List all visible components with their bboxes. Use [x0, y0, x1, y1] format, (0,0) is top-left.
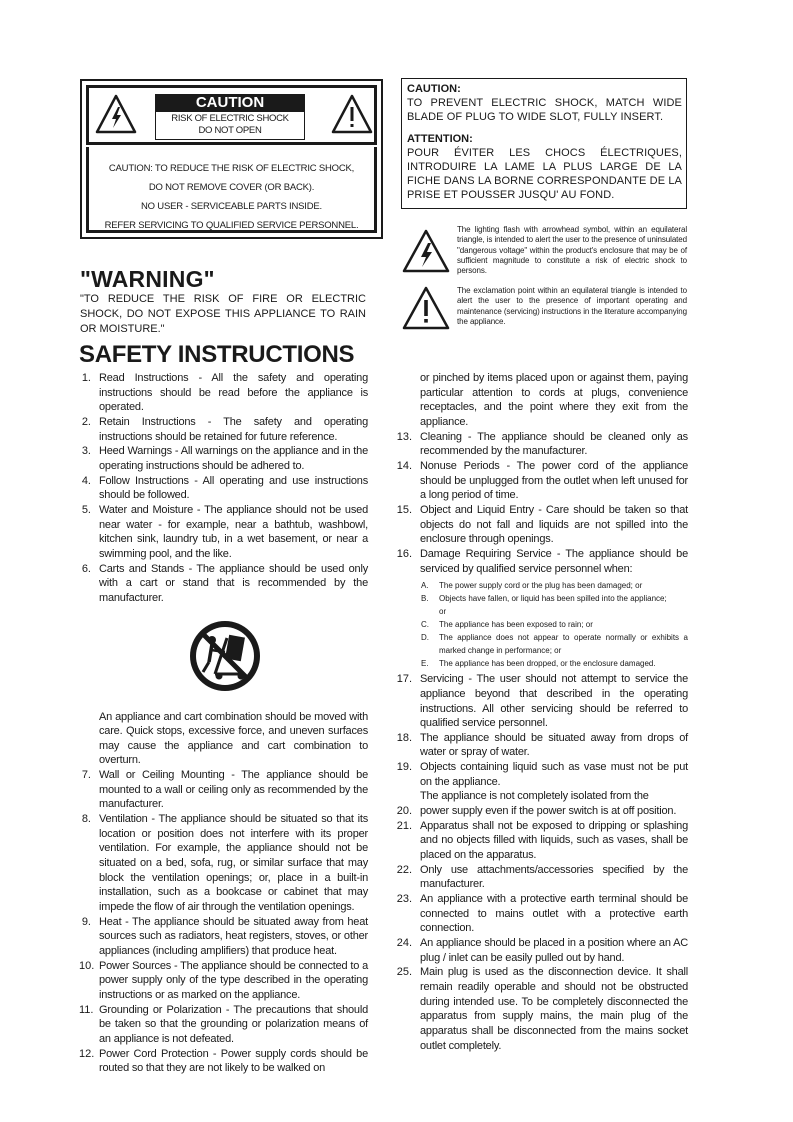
item-text: Heed Warnings - All warnings on the appliance and in the operating instructions should be adhered to. [99, 445, 368, 472]
sub-item-text: or [439, 607, 447, 617]
item-text: Objects containing liquid such as vase must not be put on the appliance. [420, 761, 688, 788]
right-column [388, 371, 688, 1053]
item-text: Ventilation - The appliance should be situated so that its location or position does not interfere with its proper ventilation. For example, the appliance should not be situated on a bed, sofa, rug, or similar surface that may block the ventilation openings; or, place in a built-in installation, such as a bookcase or cabinet that may impede the flow of air through the ventilation openings. [99, 813, 368, 914]
item-number: 4. [81, 474, 91, 487]
caution-line: REFER SERVICING TO QUALIFIED SERVICE PERSONNEL. [104, 220, 359, 231]
sub-item-letter: C. [421, 620, 429, 630]
instruction-list [388, 430, 688, 577]
sub-item [421, 631, 688, 657]
instruction-item [79, 415, 368, 444]
instruction-item [79, 812, 368, 915]
item-text: Carts and Stands - The appliance should be used only with a cart or stand that is recommended by the manufacturer. [99, 562, 368, 604]
cart-note: An appliance and cart combination should be moved with care. Quick stops, excessive force, and uneven surfaces may cause the appliance and cart combination to overturn. [99, 710, 368, 767]
sub-item [421, 592, 688, 605]
item-number: 2. [81, 415, 91, 428]
item-number: 5. [81, 503, 91, 516]
item-number: 19. [396, 761, 412, 774]
caution-line: NO USER - SERVICEABLE PARTS INSIDE. [141, 201, 322, 212]
sub-item-letter [421, 605, 439, 618]
item-12-continuation: or pinched by items placed upon or against them, paying particular attention to cords at plugs, convenience receptacles, and the point where they exit from the appliance. [420, 372, 688, 428]
sub-item-text: The appliance has been dropped, or the enclosure damaged. [439, 659, 656, 669]
warning-title: "WARNING" [80, 266, 215, 292]
item-number: 17. [396, 673, 412, 686]
instruction-list [79, 371, 368, 606]
item-text: Servicing - The user should not attempt to service the appliance beyond that described in the operating instructions. All other servicing should be referred to qualified service personnel. [420, 673, 688, 730]
item-number: 13. [396, 430, 412, 443]
caution-label-block [155, 94, 305, 140]
sub-item-text: Objects have fallen, or liquid has been spilled into the appliance; [439, 594, 667, 604]
item-text: The appliance should be situated away from drops of water or spray of water. [420, 731, 688, 759]
caution-box [80, 79, 383, 239]
sub-item-letter: A. [421, 581, 429, 591]
left-column [79, 371, 368, 1076]
exclamation-symbol-icon [401, 285, 451, 331]
plug-caution-heading: CAUTION: [407, 83, 461, 95]
instruction-item [79, 768, 368, 812]
instruction-item [79, 474, 368, 503]
item-text: Cleaning - The appliance should be cleaned only as recommended by the manufacturer. [420, 430, 688, 458]
item-text: Only use attachments/accessories specified by the manufacturer. [420, 863, 688, 891]
item-text: Retain Instructions - The safety and operating instructions should be retained for future reference. [99, 415, 368, 443]
plug-caution-text: TO PREVENT ELECTRIC SHOCK, MATCH WIDE BLADE OF PLUG TO WIDE SLOT, FULLY INSERT. [407, 97, 682, 123]
instruction-list [388, 804, 688, 1053]
item-number: 3. [81, 445, 91, 458]
item-text: An appliance should be placed in a position where an AC plug / inlet can be easily pulled out by hand. [420, 937, 688, 964]
instruction-list [388, 672, 688, 789]
instruction-item [79, 444, 368, 473]
instruction-list [79, 768, 368, 1076]
item-number: 24. [396, 937, 412, 949]
item-number: 14. [396, 459, 412, 472]
instruction-item [388, 760, 688, 789]
item-text: power supply even if the power switch is at off position. [420, 805, 677, 818]
item-number: 21. [396, 819, 412, 832]
warning-text: "TO REDUCE THE RISK OF FIRE OR ELECTRIC SHOCK, DO NOT EXPOSE THIS APPLIANCE TO RAIN OR MOISTURE." [80, 293, 366, 335]
item-number: 8. [81, 813, 91, 826]
instruction-item [388, 863, 688, 892]
risk-line: DO NOT OPEN [198, 125, 262, 136]
caution-line: CAUTION: TO REDUCE THE RISK OF ELECTRIC SHOCK, [108, 163, 355, 174]
item-text: Grounding or Polarization - The precautions that should be taken so that the grounding or polarization means of an appliance is not defeated. [99, 1003, 368, 1045]
exclamation-symbol-text: The exclamation point within an equilateral triangle is intended to alert the user to the presence of important operating and maintenance (servicing) instructions in the literature accompanying the appliance. [457, 286, 687, 326]
instruction-item [388, 547, 688, 576]
caution-line: DO NOT REMOVE COVER (OR BACK). [148, 182, 315, 193]
item-number: 20. [396, 805, 412, 818]
item-number: 16. [396, 547, 412, 560]
item-text: Follow Instructions - All operating and use instructions should be followed. [99, 474, 368, 502]
exclamation-warning-icon [331, 93, 373, 135]
sub-item [421, 657, 688, 670]
sub-item-letter: E. [421, 659, 429, 669]
item-text: Wall or Ceiling Mounting - The appliance should be mounted to a wall or ceiling only as recommended by the manufacturer. [99, 769, 368, 811]
instruction-item [79, 959, 368, 1003]
instruction-item [388, 892, 688, 936]
sub-item [421, 605, 688, 618]
instruction-item [388, 965, 688, 1053]
plug-caution-box [401, 78, 687, 209]
attention-heading: ATTENTION: [407, 133, 473, 145]
item-text: Object and Liquid Entry - Care should be taken so that objects do not fall and liquids are not spilled into the enclosure through openings. [420, 503, 688, 546]
instruction-item [388, 672, 688, 731]
item-text: Heat - The appliance should be situated away from heat sources such as radiators, heat registers, stoves, or other appliances (including amplifiers) that produce heat. [99, 915, 368, 957]
instruction-item [388, 459, 688, 503]
item-number: 18. [396, 731, 412, 744]
sub-item-text: The appliance has been exposed to rain; or [439, 620, 593, 630]
item-text: Read Instructions - All the safety and operating instructions should be read before the appliance is operated. [99, 372, 368, 414]
caution-text-block [86, 147, 377, 233]
damage-sublist [388, 579, 688, 670]
lightning-symbol-icon [401, 228, 451, 274]
instruction-item [388, 804, 688, 819]
item-number: 6. [81, 562, 91, 575]
item-number: 23. [396, 893, 412, 906]
instruction-item [79, 915, 368, 959]
safety-instructions-title: SAFETY INSTRUCTIONS [79, 341, 355, 368]
item-number: 7. [81, 769, 91, 782]
sub-item [421, 618, 688, 631]
instruction-item [79, 371, 368, 415]
item-text: Power Cord Protection - Power supply cords should be routed so that they are not likely to be walked on [99, 1047, 368, 1075]
item-number: 10. [79, 959, 95, 972]
instruction-item [79, 1047, 368, 1076]
item-number: 1. [81, 372, 91, 384]
item-text: Main plug is used as the disconnection device. It shall remain readily operable and should not be obstructed during intended use. To be completely disconnected the apparatus from supply mains, the main plug of the apparatus shall be disconnected from the mains socket outlet completely. [420, 966, 688, 1052]
instruction-item [388, 503, 688, 547]
item-number: 12. [79, 1047, 95, 1060]
instruction-item [79, 1003, 368, 1047]
item-number: 9. [81, 915, 91, 928]
risk-line: RISK OF ELECTRIC SHOCK [171, 113, 289, 124]
lightning-symbol-text: The lighting flash with arrowhead symbol, within an equilateral triangle, is intended to alert the user to the presence of uninsulated "dangerous voltage" within the product's enclosure that may be of sufficient magnitude to constitute a risk of electric shock to persons. [457, 225, 687, 276]
lightning-warning-icon [95, 93, 137, 135]
item-text: Damage Requiring Service - The appliance should be serviced by qualified service personnel when: [420, 547, 688, 575]
caution-header [86, 85, 377, 145]
cart-warning-icon [187, 618, 263, 694]
instruction-item [388, 731, 688, 760]
item-number: 11. [79, 1003, 94, 1016]
item-text: Apparatus shall not be exposed to dripping or splashing and no objects filled with liquids, such as vases, shall be placed on the apparatus. [420, 819, 688, 862]
attention-text: POUR ÉVITER LES CHOCS ÉLECTRIQUES, INTRODUIRE LA LAME LA PLUS LARGE DE LA FICHE DANS LA BORNE CORRESPONDANTE DE LA PRISE ET POUSSER JUSQU' AU FOND. [407, 147, 682, 201]
instruction-item [388, 936, 688, 965]
item-number: 22. [396, 863, 412, 876]
item-number: 25. [396, 966, 412, 979]
instruction-item [79, 562, 368, 606]
item-text: Nonuse Periods - The power cord of the appliance should be unplugged from the outlet when left unused for a long period of time. [420, 459, 688, 502]
instruction-item [388, 430, 688, 459]
instruction-item [79, 503, 368, 562]
sub-item-text: The appliance does not appear to operate normally or exhibits a marked change in performance; or [439, 633, 688, 656]
item-text: An appliance with a protective earth terminal should be connected to mains outlet with a protective earth connection. [420, 893, 688, 935]
sub-item [421, 579, 688, 592]
sub-item-letter: D. [421, 633, 429, 643]
caution-title: CAUTION [155, 94, 305, 112]
item-text: Power Sources - The appliance should be connected to a power supply only of the type described in the operating instructions or as marked on the appliance. [99, 959, 368, 1001]
instruction-item [388, 819, 688, 863]
sub-item-text: The power supply cord or the plug has been damaged; or [439, 581, 643, 591]
item-text: Water and Moisture - The appliance should not be used near water - for example, near a bathtub, washbowl, kitchen sink, laundry tub, in a wet basement, or near a swimming pool, and the like. [99, 503, 368, 560]
item-number: 15. [396, 503, 412, 516]
risk-label [155, 112, 305, 140]
sub-item-letter: B. [421, 594, 429, 604]
isolation-line: The appliance is not completely isolated from the [420, 790, 649, 803]
